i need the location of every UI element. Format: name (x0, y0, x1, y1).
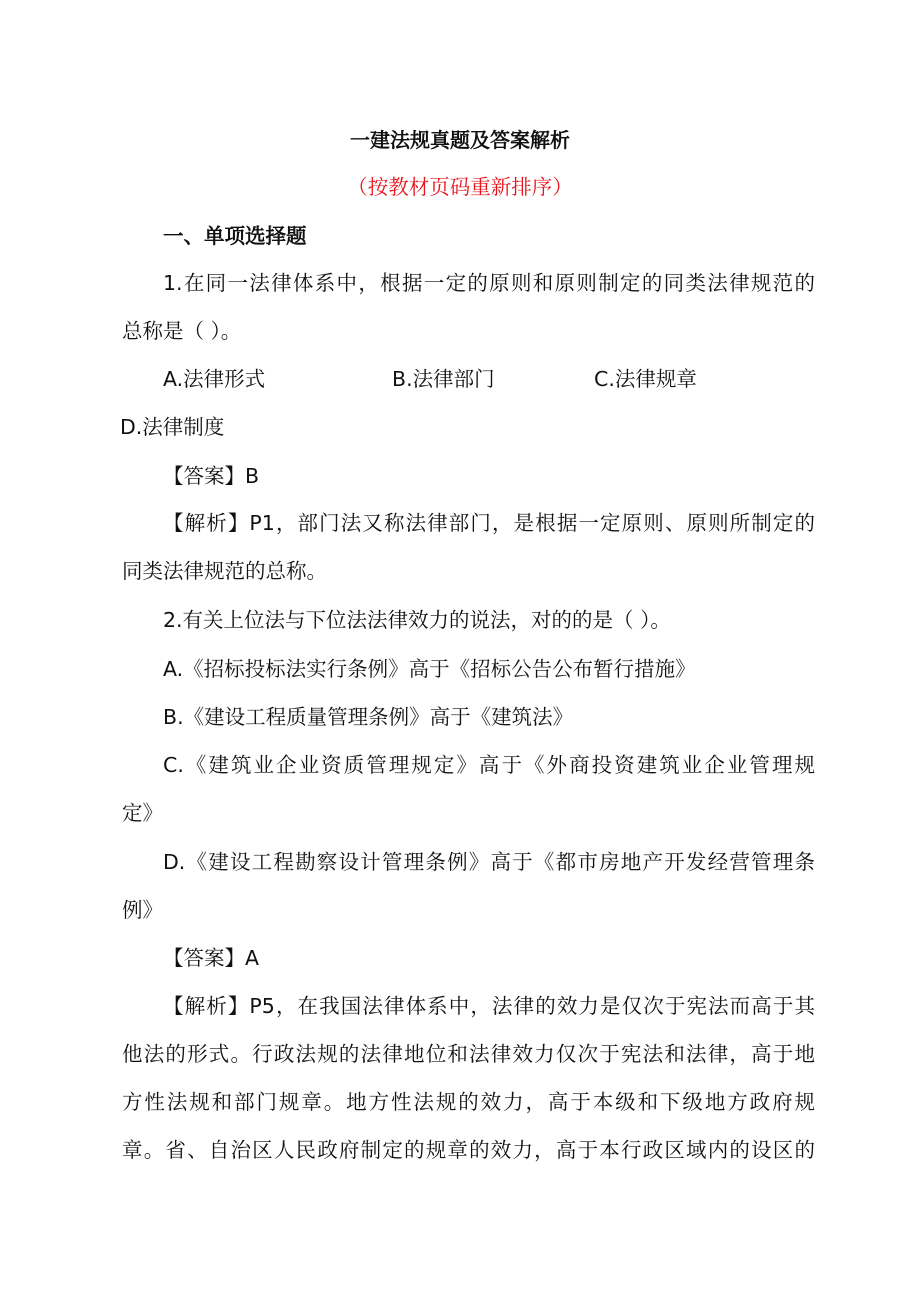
q2-analysis-line: 方性法规和部门规章。地方性法规的效力，高于本级和下级地方政府规 (122, 1090, 815, 1114)
q2-option-b: B.《建设工程质量管理条例》高于《建筑法》 (163, 705, 574, 729)
q1-stem-line: 总称是（ ）。 (122, 319, 242, 343)
q2-option-d-line: D.《建设工程勘察设计管理条例》高于《都市房地产开发经营管理条 (163, 850, 815, 874)
q2-option-d-line: 例》 (122, 898, 163, 922)
q2-analysis-line: 章。省、自治区人民政府制定的规章的效力，高于本行政区域内的设区的 (122, 1138, 815, 1162)
q1-analysis-line: 同类法律规范的总称。 (122, 559, 327, 583)
q2-analysis-line: 【解析】P5，在我国法律体系中，法律的效力是仅次于宪法而高于其 (163, 994, 815, 1018)
q1-option-d: D.法律制度 (120, 415, 225, 439)
q1-option-a: A.法律形式 (163, 367, 266, 391)
section-heading: 一、单项选择题 (163, 224, 307, 248)
document-title: 一建法规真题及答案解析 (350, 128, 570, 152)
q2-option-c-line: 定》 (122, 801, 163, 825)
q2-answer: 【答案】A (163, 946, 260, 970)
q2-analysis-line: 他法的形式。行政法规的法律地位和法律效力仅次于宪法和法律，高于地 (122, 1042, 815, 1066)
q1-option-c: C.法律规章 (594, 367, 697, 391)
q1-answer: 【答案】B (163, 464, 260, 488)
q2-stem: 2.有关上位法与下位法法律效力的说法，对的的是（ ）。 (163, 608, 671, 632)
q1-analysis-line: 【解析】P1，部门法又称法律部门，是根据一定原则、原则所制定的 (163, 511, 815, 535)
q2-option-a: A.《招标投标法实行条例》高于《招标公告公布暂行措施》 (163, 657, 696, 681)
q1-stem-line: 1.在同一法律体系中，根据一定的原则和原则制定的同类法律规范的 (163, 271, 815, 295)
q1-option-b: B.法律部门 (392, 367, 495, 391)
q2-option-c-line: C.《建筑业企业资质管理规定》高于《外商投资建筑业企业管理规 (163, 753, 815, 777)
document-subtitle: （按教材页码重新排序） (347, 175, 573, 199)
